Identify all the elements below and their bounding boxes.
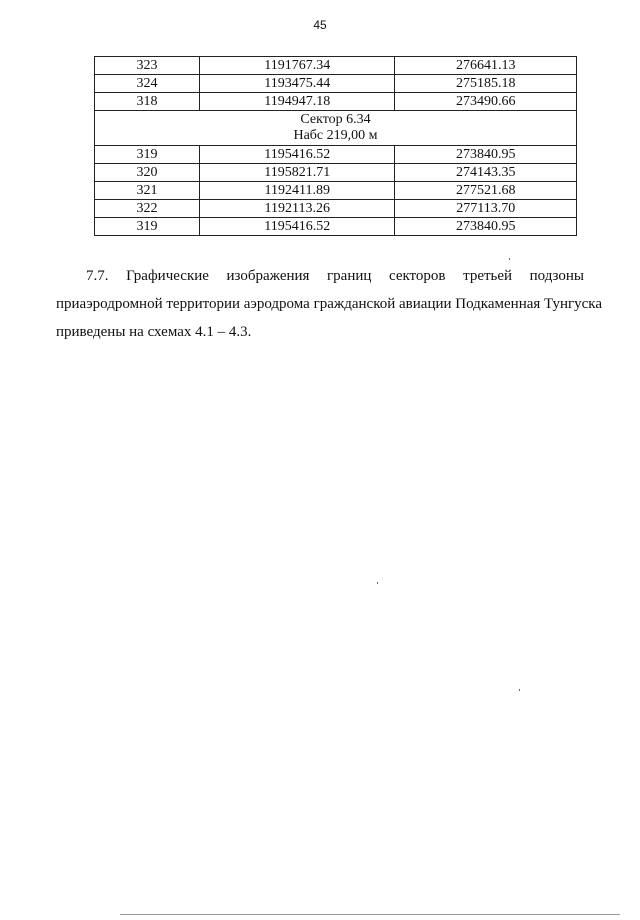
point-number-cell: 318 — [95, 93, 200, 111]
sector-name: Сектор 6.34 — [300, 112, 371, 127]
x-coordinate-cell: 1192411.89 — [200, 182, 395, 200]
table-row — [95, 164, 577, 182]
table-row — [95, 218, 577, 236]
x-coordinate-cell: 1195416.52 — [200, 146, 395, 164]
table-row — [95, 200, 577, 218]
paragraph-line: приаэродромной территории аэродрома гражданской авиации Подкаменная Тунгуска — [56, 296, 603, 312]
page-number: 45 — [313, 18, 327, 32]
sector-header-row — [95, 111, 577, 146]
y-coordinate-cell: 277113.70 — [395, 200, 577, 218]
coordinates-table — [94, 56, 577, 236]
sector-header-cell — [95, 111, 577, 146]
paragraph-line: 7.7. Графические изображения границ секторов третьей подзоны — [86, 268, 584, 284]
scan-speck — [377, 582, 378, 584]
point-number-cell: 321 — [95, 182, 200, 200]
scan-speck — [509, 258, 510, 260]
x-coordinate-cell: 1191767.34 — [200, 57, 395, 75]
table-row — [95, 57, 577, 75]
paragraph-line: приведены на схемах 4.1 – 4.3. — [56, 324, 252, 340]
scan-speck — [519, 689, 520, 691]
point-number-cell: 324 — [95, 75, 200, 93]
table-row — [95, 182, 577, 200]
y-coordinate-cell: 273490.66 — [395, 93, 577, 111]
y-coordinate-cell: 273840.95 — [395, 218, 577, 236]
x-coordinate-cell: 1192113.26 — [200, 200, 395, 218]
y-coordinate-cell: 275185.18 — [395, 75, 577, 93]
x-coordinate-cell: 1195416.52 — [200, 218, 395, 236]
point-number-cell: 319 — [95, 146, 200, 164]
y-coordinate-cell: 274143.35 — [395, 164, 577, 182]
table-row — [95, 93, 577, 111]
body-paragraph — [56, 262, 603, 346]
point-number-cell: 323 — [95, 57, 200, 75]
point-number-cell: 322 — [95, 200, 200, 218]
scan-edge-line — [120, 914, 620, 915]
y-coordinate-cell: 273840.95 — [395, 146, 577, 164]
x-coordinate-cell: 1194947.18 — [200, 93, 395, 111]
x-coordinate-cell: 1195821.71 — [200, 164, 395, 182]
sector-height: Набс 219,00 м — [293, 128, 378, 143]
y-coordinate-cell: 277521.68 — [395, 182, 577, 200]
x-coordinate-cell: 1193475.44 — [200, 75, 395, 93]
y-coordinate-cell: 276641.13 — [395, 57, 577, 75]
point-number-cell: 320 — [95, 164, 200, 182]
table-row — [95, 146, 577, 164]
point-number-cell: 319 — [95, 218, 200, 236]
table-row — [95, 75, 577, 93]
